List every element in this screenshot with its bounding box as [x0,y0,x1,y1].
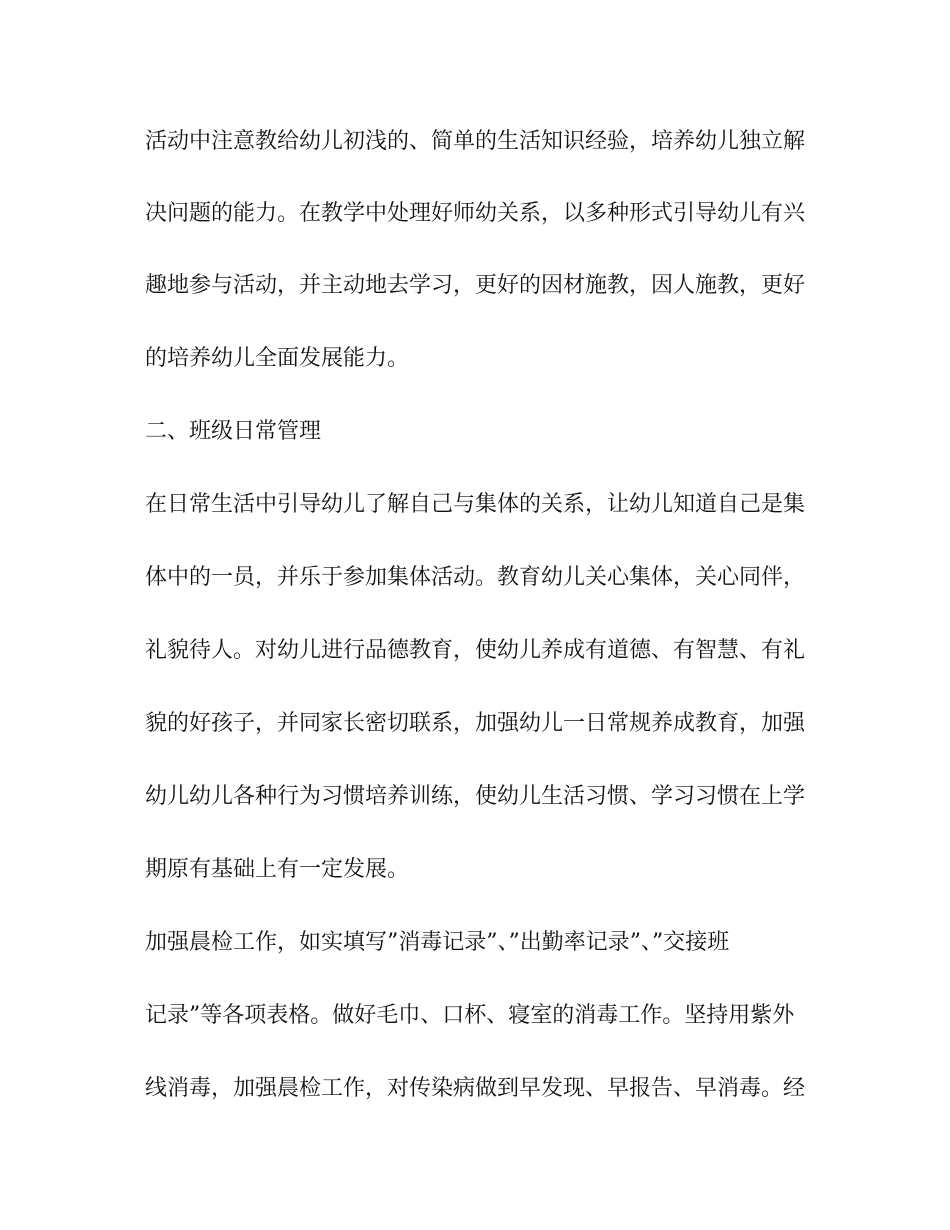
paragraph-line: 期原有基础上有一定发展。 [145,857,410,882]
paragraph-line: 趣地参与活动，并主动地去学习，更好的因材施教，因人施教，更好 [145,273,805,298]
paragraph-line: 在日常生活中引导幼儿了解自己与集体的关系，让幼儿知道自己是集 [145,492,805,517]
paragraph-line: 的培养幼儿全面发展能力。 [145,346,410,371]
paragraph-line: 貌的好孩子，并同家长密切联系，加强幼儿一日常规养成教育，加强 [145,711,805,736]
paragraph-line: 体中的一员，并乐于参加集体活动。教育幼儿关心集体，关心同伴， [145,565,805,590]
paragraph-line: 幼儿幼儿各种行为习惯培养训练，使幼儿生活习惯、学习习惯在上学 [145,784,805,809]
paragraph-line: 决问题的能力。在教学中处理好师幼关系，以多种形式引导幼儿有兴 [145,201,805,226]
paragraph-line: 记录”等各项表格。做好毛巾、口杯、寝室的消毒工作。坚持用紫外 [145,1003,795,1028]
section-heading: 二、班级日常管理 [145,419,322,444]
paragraph-line: 活动中注意教给幼儿初浅的、简单的生活知识经验，培养幼儿独立解 [145,129,805,154]
paragraph-line: 礼貌待人。对幼儿进行品德教育，使幼儿养成有道德、有智慧、有礼 [145,638,805,663]
paragraph-line: 加强晨检工作，如实填写”消毒记录”、”出勤率记录”、”交接班 [145,930,730,955]
paragraph-line: 线消毒，加强晨检工作，对传染病做到早发现、早报告、早消毒。经 [145,1076,805,1101]
